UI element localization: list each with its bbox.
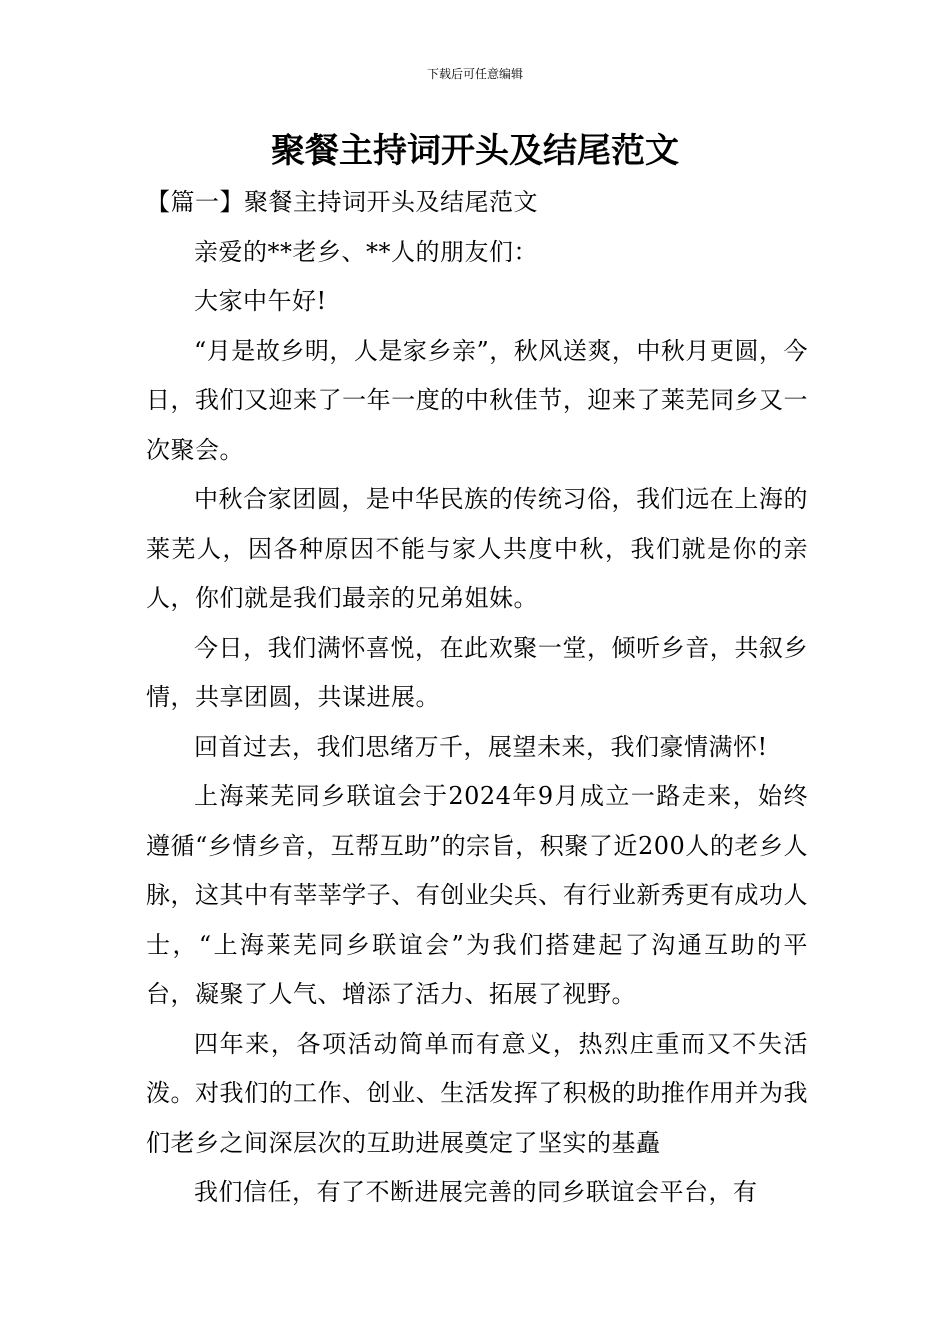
paragraph: 我们信任，有了不断进展完善的同乡联谊会平台，有 bbox=[194, 1178, 758, 1206]
paragraph: 四年来，各项活动简单而有意义，热烈庄重而又不失活泼。对我们的工作、创业、生活发挥了积极的助推作用并为我们老乡之间深层次的互助进展奠定了坚实的基矗 bbox=[146, 1029, 808, 1157]
paragraph-greeting: 亲爱的**老乡、**人的朋友们： bbox=[194, 237, 538, 266]
document-title: 聚餐主持词开头及结尾范文 bbox=[271, 131, 679, 171]
paragraph: 回首过去，我们思绪万千，展望未来，我们豪情满怀! bbox=[194, 732, 768, 761]
paragraph-salutation: 大家中午好! bbox=[194, 287, 327, 315]
header-note: 下载后可任意编辑 bbox=[426, 67, 523, 81]
section-heading: 【篇一】聚餐主持词开头及结尾范文 bbox=[146, 188, 538, 216]
document-body bbox=[146, 178, 808, 1218]
paragraph: 中秋合家团圆，是中华民族的传统习俗，我们远在上海的莱芜人，因各种原因不能与家人共度中秋，我们就是你的亲人，你们就是我们最亲的兄弟姐妹。 bbox=[146, 485, 808, 612]
paragraph: 上海莱芜同乡联谊会于2024年9月成立一路走来，始终遵循“乡情乡音，互帮互助”的宗旨，积聚了近200人的老乡人脉，这其中有莘莘学子、有创业尖兵、有行业新秀更有成功人士，“上海莱芜同乡联谊会”为我们搭建起了沟通互助的平台，凝聚了人气、增添了活力、拓展了视野。 bbox=[146, 782, 808, 1008]
paragraph: “月是故乡明，人是家乡亲”，秋风送爽，中秋月更圆，今日，我们又迎来了一年一度的中秋佳节，迎来了莱芜同乡又一次聚会。 bbox=[146, 336, 808, 464]
paragraph: 今日，我们满怀喜悦，在此欢聚一堂，倾听乡音，共叙乡情，共享团圆，共谋进展。 bbox=[146, 633, 808, 711]
